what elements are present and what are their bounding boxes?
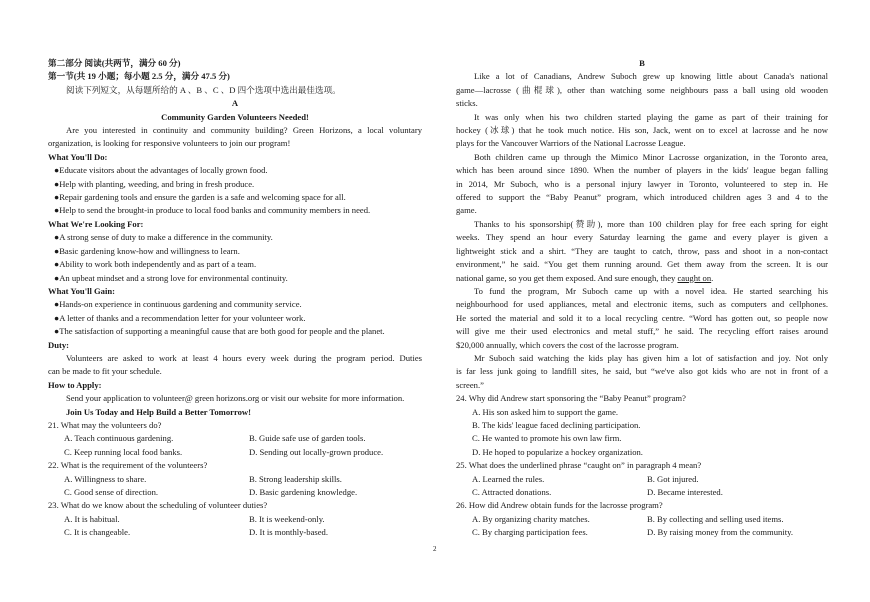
paragraph-line: He sorted the material and sold it to a local recycling centre. “Word has gotten out, so people now — [456, 312, 828, 323]
option-a[interactable]: A. By organizing charity matches. — [472, 513, 590, 524]
option-b[interactable]: B. Strong leadership skills. — [249, 473, 342, 484]
paragraph-line: plays for the Vancouver Warriors of the National Lacrosse League. — [456, 138, 686, 149]
intro-line: organization, is looking for responsive volunteers to join our program! — [48, 138, 291, 149]
paragraph-line: screen.” — [456, 379, 484, 390]
option-row — [48, 486, 422, 499]
option-d[interactable]: D. By raising money from the community. — [647, 527, 793, 538]
left-column — [48, 57, 422, 540]
paragraph-line: game—lacrosse (曲棍球), other than watching some neighbours pass a ball using old wooden — [456, 84, 828, 95]
underlined-phrase: caught on — [677, 272, 712, 283]
paragraph-line: weeks. They spend an hour every Saturday learning the game and every player is given a — [456, 232, 828, 243]
page-number: 2 — [433, 545, 437, 553]
option-c[interactable]: C. It is changeable. — [64, 527, 131, 538]
passage-a-title: Community Garden Volunteers Needed! — [161, 111, 309, 122]
list-item: ●A strong sense of duty to make a difference in the community. — [54, 232, 273, 243]
option-a[interactable]: A. It is habitual. — [64, 513, 120, 524]
list-item: ●Hands-on experience in continuous gardening and community service. — [54, 299, 302, 310]
option-row — [48, 446, 422, 459]
list-item: ●An upbeat mindset and a strong love for environmental continuity. — [54, 272, 288, 283]
list-item: ●Educate visitors about the advantages of locally grown food. — [54, 165, 268, 176]
list-item: ●A letter of thanks and a recommendation letter for your volunteer work. — [54, 312, 306, 323]
apply-text: Send your application to volunteer@ green horizons.org or visit our website for more information. — [66, 393, 405, 404]
part-heading: 第二部分 阅读(共两节，满分 60 分) — [48, 58, 181, 68]
paragraph-line: will give me their used electronics and metal stuff,” he said. The recycling effort raises around — [456, 326, 828, 337]
paragraph-line: Both children came up through the Mimico Minor Lacrosse organization, in the Toronto area, — [474, 151, 828, 162]
do-heading: What You'll Do: — [48, 151, 108, 162]
option-row — [456, 473, 828, 486]
list-item: ●Ability to work both independently and as part of a team. — [54, 259, 257, 270]
paragraph-line: is far less junk going to landfill sites, he said, but “we've also got kids who are not in front of a — [456, 366, 828, 377]
paragraph-line: in 2014, Mr Suboch, who is a personal injury lawyer in Toronto, volunteered to step in. He — [456, 178, 828, 189]
paragraph-line: lightweight stick and a shirt. “They are taught to catch, throw, pass and shoot in a non-contact — [456, 245, 828, 256]
paragraph-line: To fund the program, Mr Suboch came up with a novel idea. He started searching his — [474, 285, 828, 296]
duty-heading: Duty: — [48, 339, 70, 350]
paragraph-line: Thanks to his sponsorship(赞助), more than 100 children play for free each spring for eight — [474, 218, 828, 229]
paragraph-line: offered to support the “Baby Peanut” program, which introduced children ages 3 and 4 to the — [456, 192, 828, 203]
option-row — [456, 526, 828, 539]
question-stem: 24. Why did Andrew start sponsoring the “Baby Peanut” program? — [456, 393, 686, 404]
closing-line: Join Us Today and Help Build a Better Tomorrow! — [66, 406, 251, 417]
instruction: 阅读下列短文，从每题所给的 A 、B 、C 、D 四个选项中选出最佳选项。 — [66, 84, 341, 95]
paragraph-line: $20,000 annually, which covers the cost of the lacrosse program. — [456, 339, 679, 350]
option-b[interactable]: B. It is weekend-only. — [249, 513, 325, 524]
option-row — [48, 432, 422, 445]
list-item: ●Repair gardening tools and ensure the garden is a safe and welcoming space for all. — [54, 192, 346, 203]
option-a[interactable]: A. Teach continuous gardening. — [64, 433, 174, 444]
paragraph-line: game. — [456, 205, 477, 216]
passage-a-letter: A — [231, 98, 239, 109]
list-item: ●Help with planting, weeding, and bring in fresh produce. — [54, 178, 255, 189]
option-b[interactable]: B. By collecting and selling used items. — [647, 513, 784, 524]
option-c[interactable]: C. Keep running local food banks. — [64, 446, 183, 457]
option-d[interactable]: D. Basic gardening knowledge. — [249, 487, 358, 497]
paragraph-line: Mr Suboch said watching the kids play has given him a lot of satisfaction and joy. Not only — [474, 352, 828, 363]
paragraph-line: neighbourhood for used appliances, metal and electronic items, such as computers and cellphones. — [456, 299, 828, 310]
option-row — [48, 513, 422, 526]
paragraph-line: which has been around since 1890. When the number of players in the kids' league began falling — [456, 165, 828, 176]
option-b[interactable]: B. Guide safe use of garden tools. — [249, 433, 366, 444]
option-d[interactable]: D. Became interested. — [647, 487, 723, 497]
apply-heading: How to Apply: — [48, 379, 102, 390]
paragraph-line: It was only when his two children started playing the game as part of their training for — [474, 111, 828, 122]
section-heading: 第一节(共 19 小题；每小题 2.5 分，满分 47.5 分) — [48, 71, 230, 82]
list-item: ●Help to send the brought-in produce to local food banks and community members in need. — [54, 205, 371, 216]
option-row — [456, 486, 828, 499]
question-stem: 25. What does the underlined phrase “caught on” in paragraph 4 mean? — [456, 460, 702, 471]
option-c[interactable]: C. He wanted to promote his own law firm. — [472, 433, 622, 444]
paragraph-line: national game, so you get them exposed. And sure enough, they caught on. — [456, 272, 714, 283]
option-row — [48, 526, 422, 539]
option-c[interactable]: C. Good sense of direction. — [64, 487, 159, 497]
option-row — [48, 473, 422, 486]
option-d[interactable]: D. He hoped to popularize a hockey organization. — [472, 446, 643, 457]
question-stem: 26. How did Andrew obtain funds for the lacrosse program? — [456, 500, 663, 511]
gain-heading: What You'll Gain: — [48, 285, 116, 296]
duty-text: can be made to fit your schedule. — [48, 366, 162, 377]
option-a[interactable]: A. Willingness to share. — [64, 473, 147, 484]
paragraph-line: hockey (冰球) that he took much notice. His son, Jack, went on to excel at lacrosse and he now — [456, 125, 828, 136]
option-d[interactable]: D. Sending out locally-grown produce. — [249, 446, 384, 457]
option-a[interactable]: A. His son asked him to support the game. — [472, 406, 619, 417]
passage-b-letter: B — [639, 58, 645, 68]
paragraph-line: environment,” he said. “You get them running around. Get them away from the screen. It is our — [456, 259, 828, 270]
looking-heading: What We're Looking For: — [48, 218, 144, 229]
right-column — [456, 57, 828, 540]
question-stem: 21. What may the volunteers do? — [48, 419, 162, 430]
paragraph-line: Like a lot of Canadians, Andrew Suboch grew up knowing little about Canada's national — [474, 71, 828, 82]
list-item: ●The satisfaction of supporting a meaningful cause that are both good for people and the planet. — [54, 326, 385, 337]
option-row — [456, 513, 828, 526]
option-b[interactable]: B. The kids' league faced declining participation. — [472, 419, 641, 430]
option-b[interactable]: B. Got injured. — [647, 473, 699, 484]
list-item: ●Basic gardening know-how and willingness to learn. — [54, 245, 240, 256]
question-stem: 22. What is the requirement of the volunteers? — [48, 460, 208, 471]
intro-line: Are you interested in continuity and community building? Green Horizons, a local voluntary — [66, 125, 422, 136]
option-c[interactable]: C. By charging participation fees. — [472, 527, 588, 538]
option-d[interactable]: D. It is monthly-based. — [249, 527, 329, 538]
duty-text: Volunteers are asked to work at least 4 hours every week during the program period. Duties — [66, 352, 422, 363]
option-c[interactable]: C. Attracted donations. — [472, 487, 552, 497]
question-stem: 23. What do we know about the scheduling of volunteer duties? — [48, 500, 268, 511]
option-a[interactable]: A. Learned the rules. — [472, 473, 545, 484]
paragraph-line: sticks. — [456, 98, 478, 109]
